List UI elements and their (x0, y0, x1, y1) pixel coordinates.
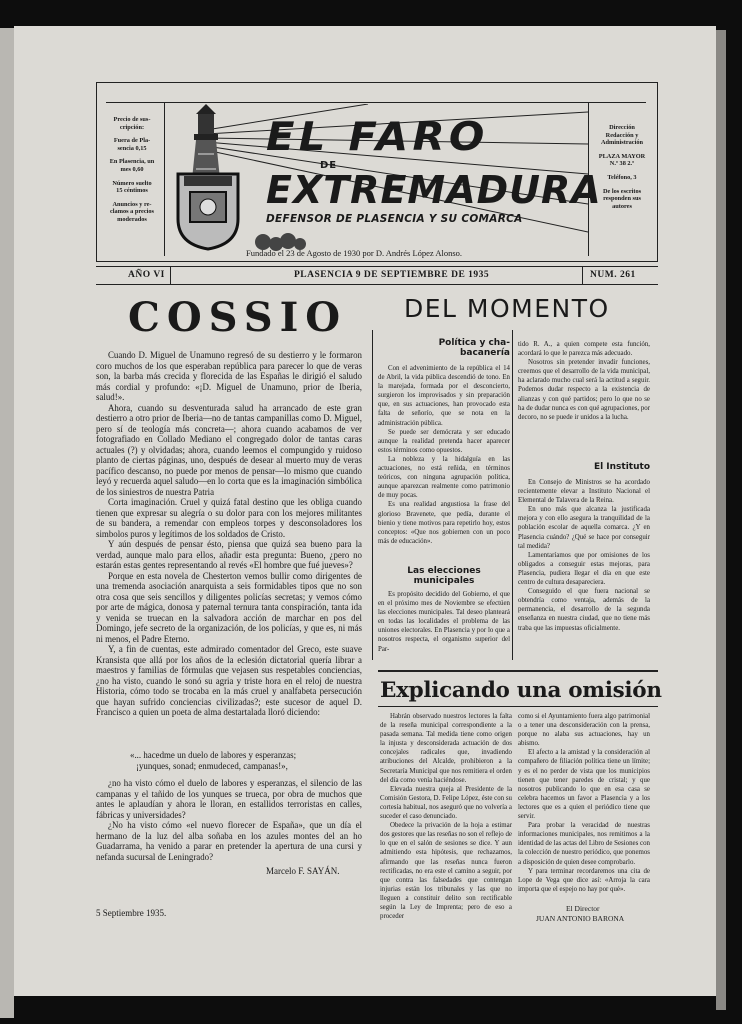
cossio-date: 5 Septiembre 1935. (96, 908, 167, 918)
cossio-signature: Marcelo F. SAYÁN. (266, 866, 340, 876)
momento-paragraph: Es una realidad angustiosa la frase del glorioso Bravenete, que pedía, durante el bienio y tiene motivos para repetirlo hoy, estos conceptos: «Que nos gobiernen con un poco más de educación». (378, 501, 510, 545)
dateline-divider-left (170, 266, 171, 285)
dateline-bottom-rule (96, 284, 658, 285)
subscription-local: En Plasencia, un mes 0,60 (109, 158, 155, 173)
subscription-box (104, 116, 160, 230)
momento-paragraph: Es propósito decidido del Gobierno, el que en el próximo mes de Noviembre se efectúen las elecciones municipales. Tal deseo planteará en todas las localidades el problema de las uniones electorales. En Plasencia y por lo que a nosotros respecta, el organismo superior del Par- (378, 591, 510, 653)
omision-paragraph: Para probar la veracidad de nuestras informaciones municipales, nos remitimos a la identidad de las actas del Libro de Sesiones con la colección de nuestro periódico, que ponemos a disposición de quien desee comprobarlo. (518, 822, 650, 866)
verse-line: «... hacedme un duelo de labores y esperanzas; (130, 750, 297, 760)
cossio-paragraph: Y aún después de pensar ésto, piensa que quizá sea bueno para la verdad, aunque malo para ellos, añadir esta pregunta: Bueno, ¿pero no estarán estas gentes representando al revés «El hombre que fué jueves»? (96, 539, 362, 570)
dateline-top-rule (96, 266, 658, 267)
coat-of-arms-icon (178, 174, 238, 249)
director-title: El Director (566, 904, 600, 913)
masthead-top-rule (106, 102, 646, 103)
place-date-label: PLASENCIA 9 DE SEPTIEMBRE DE 1935 (294, 270, 490, 280)
founding-note: Fundado el 23 de Agosto de 1930 por D. Andrés López Alonso. (246, 248, 463, 258)
momento-paragraph: Se puede ser demócrata y ser educado aunque la realidad pretenda hacer aparecer estos términos como opuestos. (378, 428, 510, 454)
address-text: PLAZA MAYOR N.º 38 2.º (598, 152, 646, 168)
momento-paragraph: En uno más que alcanza la justificada mejora y con ello asegura la tranquilidad de la población escolar de aquella comarca. ¿Y en Plasencia cuándo? ¿Qué se hace por conseguir tal medida? (518, 506, 650, 550)
cossio-paragraph: Ahora, cuando su desventurada salud ha arrancado de este gran destierro a otro prior de Iberia—no de tantas campanillas como D. Miguel, pero sí de teología más concreta—; ahora cuando acabamos de ver fotografiado en Collado Mediano el congregado dolor de tantas caras actuales (?) y olvidadas; ahora, cuando leemos el compungido y ruidoso planto de ciertas páginas, uno, después de desear al muerto muy de veras pacífico descanso, no puede por menos de pensar—lo mismo que cuando leyó y recuerda aquel saludo—en lo corta que es la imaginación simbólica de los siniestros de nuestra Patria (96, 402, 362, 497)
single-issue-price: Número suelto 15 céntimos (112, 179, 152, 195)
omision-bottom-rule (378, 706, 658, 707)
masthead-left-divider (164, 102, 165, 256)
cossio-article (96, 350, 362, 718)
momento-paragraph: Nosotros sin pretender invadir funciones, creemos que el desarrollo de la vida municipal, ha aclarado mucho cual será la actitud a seguir. Podemos dudar respecto a la existencia de alianzas y con qué partidos; pero lo que no se ha de dudar nunca es con qué agrupaciones, por decoro, no se puede ir unidos a la lucha. (518, 359, 650, 421)
cossio-verse (130, 750, 296, 772)
subscription-heading: Precio de sus- cripción: (113, 116, 151, 131)
masthead-title-line1: EL FARO (266, 115, 489, 160)
cossio-paragraph: Y, a fin de cuentas, este admirado comentador del Greco, este suave Kransista que allá por los años de la eclesión dictatorial quería librar a maestros y familias de fórmulas que vejasen sus respetables conciencias, ¿no ha visto, cuando le sonó su agria y triste hora en el reloj de nuestra Historia, cómo todo se trocaba en la más cruel y analfabeta persecución que hayan sufrido conciencias civilizadas?; este sucesor de aquel D. Francisco a quien un poeta de alma destartalada lloró diciendo: (96, 644, 362, 717)
cossio-article-end (96, 778, 362, 862)
politica-subheading: Política y cha- bacanería (438, 338, 510, 358)
omision-top-rule (378, 670, 658, 672)
masthead-title-de: DE (320, 160, 338, 171)
column-rule (372, 330, 373, 660)
momento-paragraph: La nobleza y la hidalguía en las actuaciones, no está reñida, en términos teóricos, con ninguna agrupación política, aunque aparezcan realmente como patrimonio de muy pocas. (378, 455, 510, 500)
omision-headline: Explicando una omisión (380, 678, 662, 703)
dateline-divider-right (582, 266, 583, 285)
momento-paragraph: tido R. A., a quien compete esta función, acordará lo que le parezca más adecuado. (518, 341, 650, 358)
phone-text: Teléfono, 3 (607, 173, 637, 181)
momento-column-1 (378, 364, 510, 546)
verse-line: ¡yunques, sonad; enmudeced, campanas!», (136, 761, 288, 771)
momento-column-2 (518, 340, 650, 422)
momento-paragraph: En Consejo de Ministros se ha acordado recientemente elevar a Instituto Nacional el Elemental de Talavera de la Reina. (518, 479, 650, 505)
cossio-headline: COSSIO (128, 294, 348, 341)
omision-paragraph: Obedece la privación de la hoja a estimar dos gestores que las reseñas no son el reflejo de lo que en el salón de sesiones se dice. Y aun admitiendo esta hipótesis, que rechazamos, afirmando que las reseñas nunca fueron rectificadas, no era este el camino a seguir, por que contra las falsedades que contengan injurias están los tribunales y las que no lleguen a constituir delito son rectificable según la Ley de Imprenta; pero de eso a proceder (380, 822, 512, 921)
cossio-paragraph: Cuando D. Miguel de Unamuno regresó de su destierro y le formaron coro muchos de los que esperaban república para parecer lo que de veras son, la barba más crecida y florecida de las Españas le dirigió el saludo más cordial y profundo: «¡D. Miguel de Unamuno, prior de Iberia, salud!». (96, 350, 362, 402)
ads-note: Anuncios y re- clamos a precios moderados (110, 200, 154, 223)
left-page-edge (0, 28, 14, 1018)
omision-column-2 (518, 712, 650, 894)
masthead-tagline: DEFENSOR DE PLASENCIA Y SU COMARCA (266, 213, 523, 225)
direction-label: Dirección Redacción y Administración (601, 124, 643, 147)
cossio-paragraph: ¿no ha visto cómo el duelo de labores y esperanzas, el silencio de las campanas y el tañido de los yunques se trueca, por obra de muchos que antes le aplaudían y ahora le lloran, en estallidos terroristas en calles, fábricas y universidades? (96, 778, 362, 820)
year-label: AÑO VI (128, 270, 165, 280)
omision-paragraph: como si el Ayuntamiento fuera algo patrimonial o a tener una desconsideración con la prensa, porque no alaba sus actuaciones, hay un abismo. (518, 713, 650, 748)
responsibility-note: De los escritos responden sus autores (602, 187, 642, 210)
omision-paragraph: El afecto a la amistad y la consideración al compañero de filiación política tiene un límite; y es el no perder de vista que los municipios tienen que tener paredes de cristal; y que nosotros publicando lo que en esa casa se celebra hacemos un favor a Plasencia y a los lectores que es a quien el periódico tiene que servir. (518, 749, 650, 821)
elecciones-subheading: Las elecciones municipales (407, 566, 481, 586)
momento-column-1b (378, 590, 510, 654)
right-page-edge (716, 30, 726, 1010)
momento-paragraph: Con el advenimiento de la república el 14 de Abril, la vida pública descendió de tono. En la marejada, formada por el desconcierto, surgieron los improvisados y sin preparación que, en sus actuaciones, han provocado esta falta de señorío, que se nota en la administración pública. (378, 365, 510, 427)
cossio-paragraph: ¿No ha visto cómo «el nuevo florecer de España», que un día el hermano de la luz del alba soñaba en los azules montes del an ho Guadarrama, ha venido a parar en pretender la apertura de una cursi y nefanda sucursal de Leningrado? (96, 820, 362, 862)
address-box (594, 124, 650, 216)
omision-paragraph: Elevada nuestra queja al Presidente de la Comisión Gestora, D. Felipe López, éste con su cortesía habitual, nos aseguró que no volvería a suceder el caso denunciado. (380, 785, 512, 821)
masthead-title-line2: EXTREMADURA (266, 168, 602, 212)
subscription-outside: Fuera de Pla- sencia 0,15 (113, 137, 151, 152)
momento-paragraph: Conseguido el que fuera nacional se obtendría como ventaja, además de la permanencia, el desarrollo de la segunda enseñanza en nuestra ciudad, que no tiene más traba que las impuestas oficialmente. (518, 588, 650, 632)
omision-paragraph: Habrán observado nuestros lectores la falta de la reseña municipal correspondiente a la pasada semana. Tal medida tiene como origen la injusta y desconsiderada actuación de dos concejales radicales que, invadiendo atribuciones del Alcalde, prohibieron a la Secretaría Municipal que nos remitiera el orden del día como venía haciéndose. (380, 713, 512, 784)
column-rule (512, 330, 513, 660)
cossio-paragraph: Porque en esta novela de Chesterton vemos bullir como dirigentes de una tremenda asociación anarquista a seis formidables tipos que no son otra cosa que seis sencillos y diligentes policías secretas; y vemos cómo por arte de mágica, donosa y paternal ternura tanta conspiración, tanta ida y venida se truecan en la salvadora acción de marchar en pos del Domingo, jefe secreto de la organización, de los policías, y que es, ni más ni menos, el Padre Eterno. (96, 570, 362, 644)
momento-paragraph: Lamentaríamos que por omisiones de los obligados a conseguir estas mejoras, para Plasencia, pudiera llegar el día en que este centro de cultura desapareciera. (518, 551, 650, 587)
director-name: JUAN ANTONIO BARONA (536, 914, 625, 923)
issue-number: NUM. 261 (590, 270, 636, 280)
omision-column-1 (380, 712, 512, 921)
instituto-subheading: El Instituto (593, 462, 650, 472)
omision-paragraph: Y para terminar recordaremos una cita de Lope de Vega que dice así: «Arroja la cara importa que el espejo no hay por qué». (518, 867, 650, 893)
momento-column-2b (518, 478, 650, 633)
cossio-paragraph: Corta imaginación. Cruel y quizá fatal destino que les obliga cuando tienen que expresar su alegría o su dolor para con los mejores militantes de su bandera, a remendar con empleos torpes y desconsoladores los simbolos puros y legítimos de los soldados de Cristo. (96, 497, 362, 539)
momento-headline: DEL MOMENTO (404, 294, 610, 323)
